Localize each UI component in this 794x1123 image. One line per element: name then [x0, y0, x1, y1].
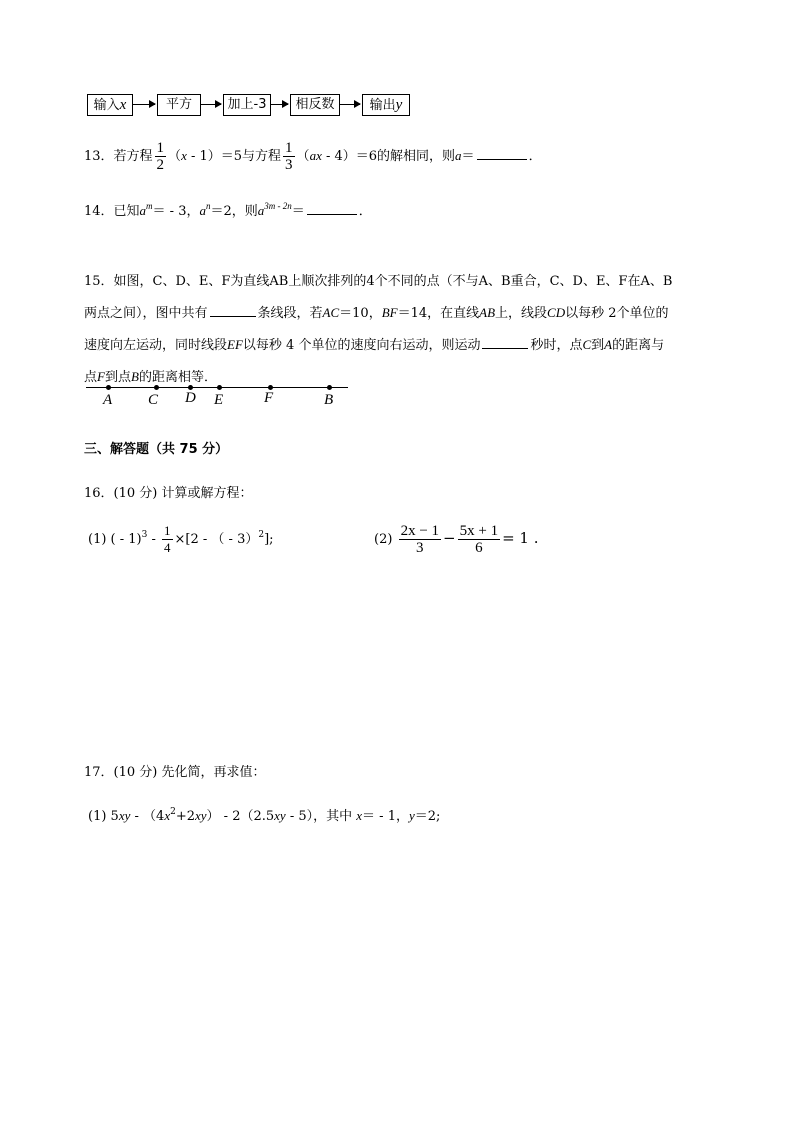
- point-a-dot: [106, 385, 111, 390]
- flow-box-output: 输出y: [362, 94, 410, 116]
- q14-answer-blank[interactable]: [307, 202, 357, 215]
- flow-box-input: 输入x: [87, 94, 133, 116]
- section-3-heading: 三、解答题（共 75 分）: [84, 442, 229, 457]
- q15-line-3: 速度向左运动，同时线段EF以每秒 4 个单位的速度向右运动，则运动 秒时，点C到A的距离与: [84, 337, 665, 353]
- q13-frac2: $\frac{1}{3}$: [285, 140, 293, 173]
- flow-arrow-1: [133, 104, 155, 105]
- question-16-part-2: (2) $\frac{2x - 1}{3}$ − $\frac{5x + 1}{6}$ = 1 .: [374, 523, 539, 556]
- point-b-dot: [327, 385, 332, 390]
- point-e-label: E: [214, 392, 224, 408]
- q15-line-2: 两点之间），图中共有 条线段，若AC＝10，BF＝14，在直线AB上，线段CD以每秒 2个单位的: [84, 305, 669, 321]
- q16-frac: $\frac{1}{4}$: [164, 523, 171, 555]
- q15-line-4: 点F到点B的距离相等．: [84, 369, 217, 385]
- question-15: [84, 266, 724, 393]
- question-13: 13．若方程 $\frac{1}{2}$ （x - 1）＝5与方程 $\frac{1}{3}$ （ax - 4）＝6的解相同，则a＝ ．: [84, 140, 542, 173]
- question-17-part-1: (1) $5xy - (4x^2+2xy) - 2(2.5xy - 5)$，其中 x＝ - 1，y＝2;: [88, 807, 441, 824]
- point-c-dot: [154, 385, 159, 390]
- flow-arrow-3: [271, 104, 288, 105]
- question-16-title: 16．(10 分) 计算或解方程：: [84, 486, 253, 501]
- q16-frac-left: $\frac{2x - 1}{3}$: [400, 523, 440, 556]
- flow-box-opposite: 相反数: [290, 94, 340, 116]
- q15-line-1: 15．如图，C、D、E、F为直线AB上顺次排列的4个不同的点（不与A、B重合，C、D、E、F在A、B: [84, 274, 673, 289]
- q13-text: 13．若方程: [84, 149, 153, 164]
- point-f-label: F: [264, 390, 274, 406]
- question-17-title: 17．(10 分) 先化简，再求值：: [84, 765, 266, 780]
- q13-frac1: $\frac{1}{2}$: [156, 140, 165, 173]
- question-16-part-1: (1) ( - 1)$^3$ - $\frac{1}{4}$ ×[2 - （ - 3）$^2$];: [88, 523, 274, 555]
- q15-blank-segments[interactable]: [210, 304, 256, 317]
- flow-box-square: 平方: [157, 94, 201, 116]
- q13-answer-blank[interactable]: [477, 147, 527, 160]
- point-e-dot: [217, 385, 222, 390]
- question-14: 14．已知$a^m= - 3$，$a^n=2$，则$a^{3m - 2n}=$ ．: [84, 201, 372, 219]
- point-c-label: C: [148, 392, 159, 408]
- q16-frac-right: $\frac{5x + 1}{6}$: [459, 523, 499, 556]
- point-d-label: D: [185, 390, 196, 406]
- flow-arrow-2: [201, 104, 221, 105]
- point-a-label: A: [103, 392, 113, 408]
- q15-blank-seconds[interactable]: [482, 336, 528, 349]
- flow-arrow-4: [340, 104, 360, 105]
- point-b-label: B: [324, 392, 334, 408]
- flow-box-add: 加上-3: [223, 94, 271, 116]
